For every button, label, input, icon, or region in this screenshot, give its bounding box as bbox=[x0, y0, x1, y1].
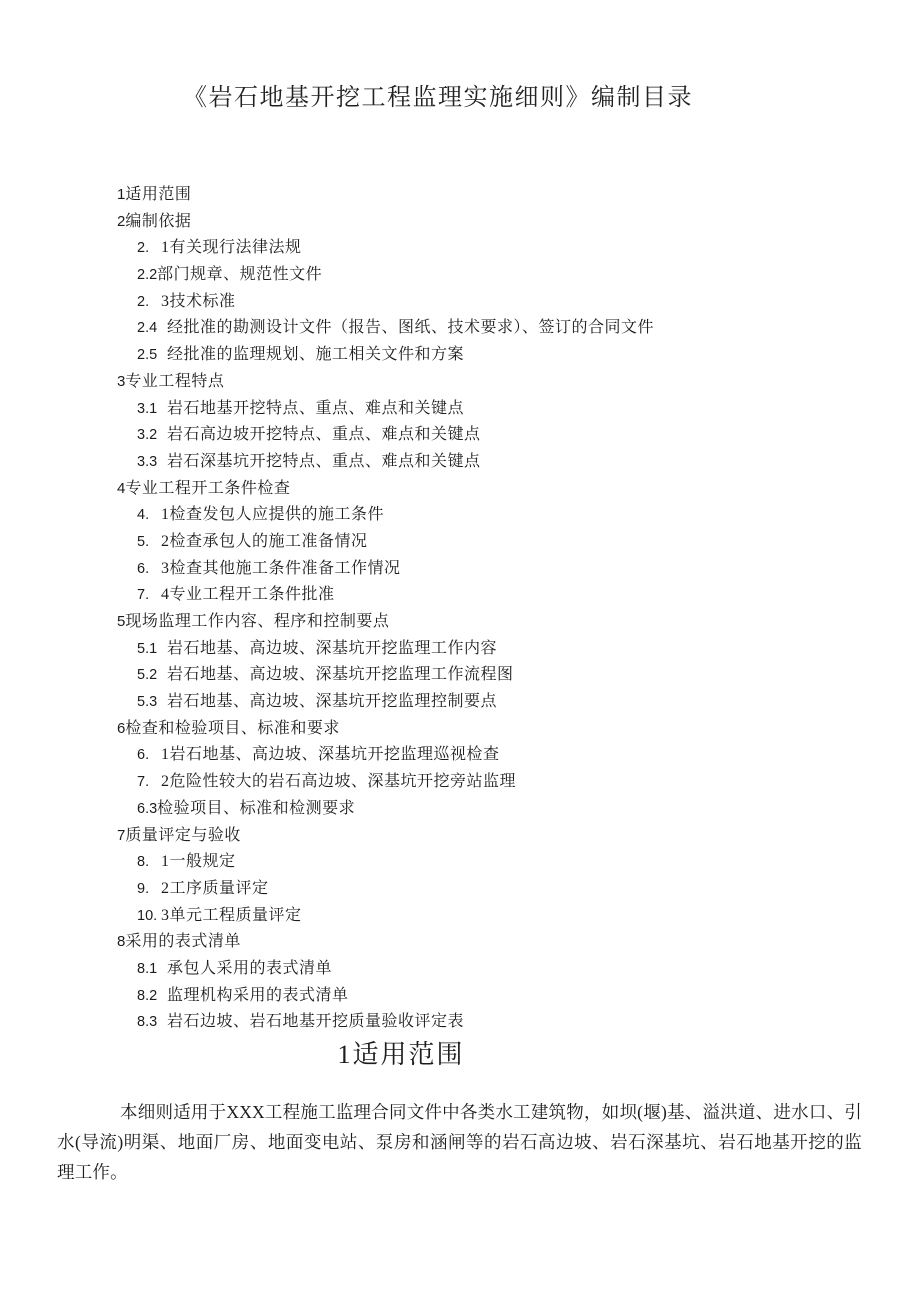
document-title: 《岩石地基开挖工程监理实施细则》编制目录 bbox=[183, 85, 693, 111]
toc-entry-text: 编制依据 bbox=[125, 212, 192, 230]
toc-entry-text: 2工序质量评定 bbox=[161, 879, 269, 897]
toc-entry-text: 3检查其他施工条件准备工作情况 bbox=[161, 559, 401, 577]
toc-entry-number: 5.2 bbox=[137, 667, 158, 684]
toc-entry bbox=[0, 369, 920, 396]
toc-entry-number: 2.2 bbox=[137, 267, 158, 284]
toc-entry-text: 专业工程特点 bbox=[125, 372, 225, 390]
toc-entry-number: 6. bbox=[137, 560, 150, 577]
body-paragraph: 本细则适用于XXX工程施工监理合同文件中各类水工建筑物，如坝(堰)基、溢洪道、进水口、引水(导流)明渠、地面厂房、地面变电站、泵房和涵闸等的岩石高边坡、岩石深基坑、岩石地基开挖的监理工作。 bbox=[57, 1102, 862, 1182]
toc-entry-text: 采用的表式清单 bbox=[125, 933, 241, 951]
toc-entry bbox=[0, 609, 920, 636]
toc-entry-text: 部门规章、规范性文件 bbox=[157, 266, 323, 284]
toc-entry bbox=[0, 929, 920, 956]
toc-entry-number: 3 bbox=[117, 372, 126, 390]
toc-entry-number: 8 bbox=[117, 933, 126, 951]
toc-entry-number: 5.3 bbox=[137, 694, 158, 711]
toc-entry-number: 3.2 bbox=[137, 427, 158, 444]
section-heading: 1适用范围 bbox=[337, 1040, 465, 1069]
toc-entry-text: 适用范围 bbox=[125, 186, 192, 203]
toc-entry bbox=[0, 315, 920, 342]
toc-entry-number: 8. bbox=[137, 854, 150, 871]
toc-entry-text: 质量评定与验收 bbox=[125, 826, 241, 844]
toc-entry-text: 岩石高边坡开挖特点、重点、难点和关键点 bbox=[167, 426, 481, 444]
toc-entry bbox=[0, 182, 920, 209]
toc-entry bbox=[0, 983, 920, 1010]
toc-entry-text: 岩石深基坑开挖特点、重点、难点和关键点 bbox=[167, 452, 481, 470]
toc-entry-text: 1检查发包人应提供的施工条件 bbox=[161, 506, 385, 524]
toc-entry bbox=[0, 849, 920, 876]
toc-entry bbox=[0, 209, 920, 236]
toc-entry-text: 2危险性较大的岩石高边坡、深基坑开挖旁站监理 bbox=[161, 773, 517, 791]
toc-entry-number: 1 bbox=[117, 186, 126, 203]
toc-entry-number: 2.4 bbox=[137, 320, 158, 337]
toc-entry bbox=[0, 529, 920, 556]
toc-entry-text: 4专业工程开工条件批准 bbox=[161, 586, 335, 604]
toc-entry-number: 8.2 bbox=[137, 987, 158, 1004]
toc-entry-text: 岩石地基、高边坡、深基坑开挖监理工作内容 bbox=[167, 639, 498, 657]
toc-entry-text: 检验项目、标准和检测要求 bbox=[157, 799, 356, 817]
toc-entry-text: 经批准的勘测设计文件（报告、图纸、技术要求）、签订的合同文件 bbox=[167, 319, 655, 337]
toc-entry bbox=[0, 262, 920, 289]
toc-entry-number: 2. bbox=[137, 240, 150, 257]
table-of-contents bbox=[0, 182, 920, 1036]
toc-entry-text: 现场监理工作内容、程序和控制要点 bbox=[125, 613, 390, 630]
toc-entry-text: 岩石地基、高边坡、深基坑开挖监理工作流程图 bbox=[167, 666, 514, 684]
toc-entry bbox=[0, 582, 920, 609]
toc-entry-number: 3.1 bbox=[137, 400, 158, 417]
toc-entry-text: 岩石地基、高边坡、深基坑开挖监理控制要点 bbox=[167, 693, 498, 711]
toc-entry bbox=[0, 716, 920, 743]
toc-entry bbox=[0, 769, 920, 796]
toc-entry-number: 9. bbox=[137, 880, 150, 897]
toc-entry-number: 4 bbox=[117, 479, 126, 497]
toc-entry bbox=[0, 823, 920, 850]
toc-entry-text: 3单元工程质量评定 bbox=[161, 906, 302, 924]
toc-entry bbox=[0, 289, 920, 316]
toc-entry-text: 监理机构采用的表式清单 bbox=[167, 986, 349, 1004]
toc-entry bbox=[0, 556, 920, 583]
toc-entry bbox=[0, 476, 920, 503]
toc-entry-text: 专业工程开工条件检查 bbox=[125, 479, 291, 497]
toc-entry-text: 1岩石地基、高边坡、深基坑开挖监理巡视检查 bbox=[161, 746, 500, 764]
toc-entry-text: 岩石地基开挖特点、重点、难点和关键点 bbox=[167, 399, 465, 417]
toc-entry-number: 3.3 bbox=[137, 453, 158, 470]
toc-entry-text: 1有关现行法律法规 bbox=[161, 239, 302, 257]
toc-entry bbox=[0, 796, 920, 823]
toc-entry-text: 承包人采用的表式清单 bbox=[167, 959, 333, 977]
toc-entry bbox=[0, 956, 920, 983]
toc-entry-number: 7. bbox=[137, 587, 150, 604]
toc-entry-number: 6.3 bbox=[137, 800, 158, 817]
toc-entry-number: 10. bbox=[137, 907, 158, 924]
toc-entry bbox=[0, 235, 920, 262]
toc-entry-number: 5.1 bbox=[137, 640, 158, 657]
toc-entry-text: 1一般规定 bbox=[161, 853, 236, 871]
toc-entry bbox=[0, 636, 920, 663]
toc-entry-text: 2检查承包人的施工准备情况 bbox=[161, 532, 368, 550]
toc-entry-number: 5 bbox=[117, 613, 126, 630]
toc-entry bbox=[0, 342, 920, 369]
toc-entry bbox=[0, 742, 920, 769]
toc-entry-number: 8.3 bbox=[137, 1014, 158, 1031]
toc-entry-number: 2 bbox=[117, 212, 126, 230]
toc-entry bbox=[0, 1009, 920, 1036]
toc-entry bbox=[0, 662, 920, 689]
toc-entry-number: 6. bbox=[137, 747, 150, 764]
toc-entry-text: 经批准的监理规划、施工相关文件和方案 bbox=[167, 346, 465, 364]
toc-entry bbox=[0, 449, 920, 476]
toc-entry-text: 3技术标准 bbox=[161, 292, 236, 310]
toc-entry bbox=[0, 689, 920, 716]
toc-entry-number: 7. bbox=[137, 774, 150, 791]
toc-entry-text: 岩石边坡、岩石地基开挖质量验收评定表 bbox=[167, 1013, 465, 1031]
toc-entry bbox=[0, 422, 920, 449]
toc-entry-number: 2. bbox=[137, 293, 150, 310]
toc-entry bbox=[0, 903, 920, 930]
toc-entry bbox=[0, 876, 920, 903]
toc-entry-number: 5. bbox=[137, 533, 150, 550]
toc-entry-text: 检查和检验项目、标准和要求 bbox=[125, 719, 340, 737]
toc-entry-number: 6 bbox=[117, 719, 126, 737]
toc-entry-number: 7 bbox=[117, 826, 126, 844]
toc-entry bbox=[0, 396, 920, 423]
toc-entry bbox=[0, 502, 920, 529]
toc-entry-number: 4. bbox=[137, 507, 150, 524]
toc-entry-number: 2.5 bbox=[137, 347, 158, 364]
toc-entry-number: 8.1 bbox=[137, 960, 158, 977]
